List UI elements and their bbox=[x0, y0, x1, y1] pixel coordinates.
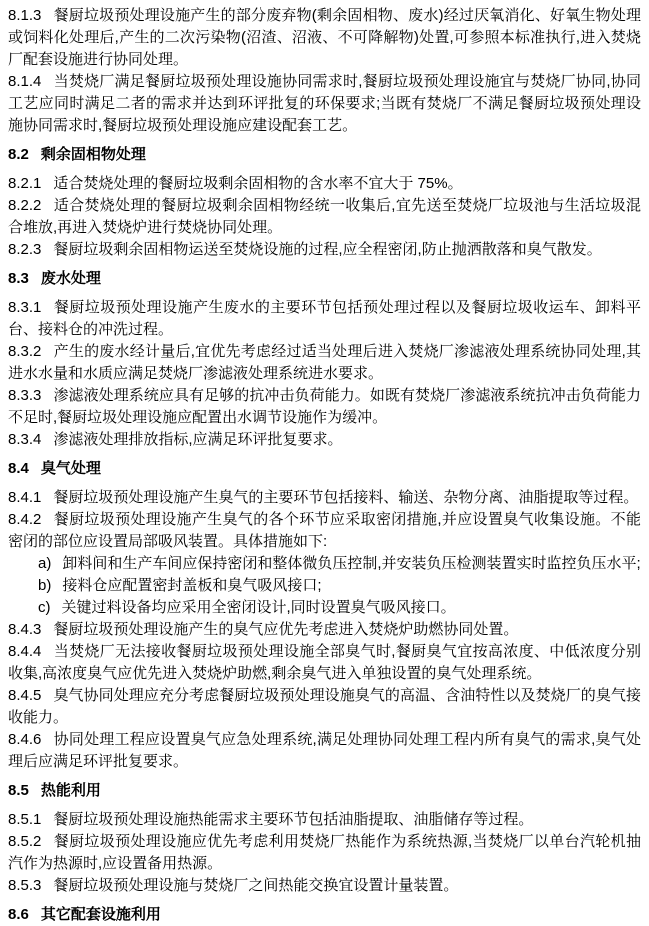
list-item-marker: b) bbox=[38, 577, 52, 594]
clause-number: 8.1.4 bbox=[8, 73, 42, 90]
clause-text: 餐厨垃圾预处理设施热能需求主要环节包括油脂提取、油脂储存等过程。 bbox=[53, 811, 534, 828]
section-heading bbox=[8, 904, 641, 926]
clause-number: 8.5.3 bbox=[8, 877, 42, 894]
clause-text: 臭气协同处理应充分考虑餐厨垃圾预处理设施臭气的高温、含油特性以及焚烧厂的臭气接收能力。 bbox=[8, 687, 641, 726]
list-item-marker: c) bbox=[38, 599, 51, 616]
clause-paragraph bbox=[8, 173, 641, 195]
clause-paragraph bbox=[8, 195, 641, 239]
clause-number: 8.3.2 bbox=[8, 343, 42, 360]
section-number: 8.5 bbox=[8, 782, 29, 799]
clause-text: 餐厨垃圾预处理设施产生的部分废弃物(剩余固相物、废水)经过厌氧消化、好氧生物处理或饲料化处理后,产生的二次污染物(沼渣、沼液、不可降解物)处置,可参照本标准执行,进入焚烧厂配套设施进行协同处理。 bbox=[8, 7, 641, 68]
clause-text: 餐厨垃圾预处理设施产生臭气的各个环节应采取密闭措施,并应设置臭气收集设施。不能密闭的部位应设置局部吸风装置。具体措施如下: bbox=[8, 511, 641, 550]
clause-text: 当焚烧厂无法接收餐厨垃圾预处理设施全部臭气时,餐厨臭气宜按高浓度、中低浓度分别收集,高浓度臭气应优先进入焚烧炉助燃,剩余臭气进入单独设置的臭气处理系统。 bbox=[8, 643, 641, 682]
clause-number: 8.4.5 bbox=[8, 687, 42, 704]
clause-paragraph bbox=[8, 729, 641, 773]
clause-text: 产生的废水经计量后,宜优先考虑经过适当处理后进入焚烧厂渗滤液处理系统协同处理,其进水水量和水质应满足焚烧厂渗滤液处理系统进水要求。 bbox=[8, 343, 641, 382]
sub-list-item bbox=[8, 553, 641, 575]
clause-paragraph bbox=[8, 875, 641, 897]
clause-number: 8.1.3 bbox=[8, 7, 42, 24]
section-heading bbox=[8, 780, 641, 802]
clause-text: 渗滤液处理排放指标,应满足环评批复要求。 bbox=[53, 431, 343, 448]
clause-paragraph bbox=[8, 429, 641, 451]
clause-number: 8.2.3 bbox=[8, 241, 42, 258]
section-title: 热能利用 bbox=[40, 782, 101, 799]
section-title: 废水处理 bbox=[40, 270, 101, 287]
list-item-text: 接料仓应配置密封盖板和臭气吸风接口; bbox=[62, 577, 322, 594]
sub-list-item bbox=[8, 597, 641, 619]
document-body bbox=[8, 5, 641, 926]
clause-paragraph bbox=[8, 239, 641, 261]
section-heading bbox=[8, 144, 641, 166]
clause-number: 8.4.4 bbox=[8, 643, 42, 660]
clause-paragraph bbox=[8, 5, 641, 71]
section-heading bbox=[8, 268, 641, 290]
section-heading bbox=[8, 458, 641, 480]
clause-number: 8.4.1 bbox=[8, 489, 42, 506]
clause-number: 8.3.3 bbox=[8, 387, 42, 404]
clause-paragraph bbox=[8, 385, 641, 429]
clause-paragraph bbox=[8, 509, 641, 553]
clause-text: 协同处理工程应设置臭气应急处理系统,满足处理协同处理工程内所有臭气的需求,臭气处理后应满足环评批复要求。 bbox=[8, 731, 641, 770]
clause-paragraph bbox=[8, 831, 641, 875]
clause-number: 8.2.2 bbox=[8, 197, 42, 214]
section-title: 臭气处理 bbox=[40, 460, 101, 477]
clause-text: 适合焚烧处理的餐厨垃圾剩余固相物的含水率不宜大于 75%。 bbox=[53, 175, 463, 192]
clause-paragraph bbox=[8, 487, 641, 509]
clause-text: 餐厨垃圾预处理设施产生废水的主要环节包括预处理过程以及餐厨垃圾收运车、卸料平台、接料仓的冲洗过程。 bbox=[8, 299, 641, 338]
clause-number: 8.5.2 bbox=[8, 833, 42, 850]
list-item-text: 关键过料设备均应采用全密闭设计,同时设置臭气吸风接口。 bbox=[61, 599, 456, 616]
section-number: 8.6 bbox=[8, 906, 29, 923]
sub-list-item bbox=[8, 575, 641, 597]
section-title: 其它配套设施利用 bbox=[40, 906, 161, 923]
clause-number: 8.4.2 bbox=[8, 511, 42, 528]
clause-paragraph bbox=[8, 297, 641, 341]
clause-paragraph bbox=[8, 685, 641, 729]
section-number: 8.2 bbox=[8, 146, 29, 163]
clause-paragraph bbox=[8, 71, 641, 137]
clause-paragraph bbox=[8, 619, 641, 641]
clause-text: 餐厨垃圾预处理设施产生臭气的主要环节包括接料、输送、杂物分离、油脂提取等过程。 bbox=[53, 489, 639, 506]
clause-text: 餐厨垃圾预处理设施产生的臭气应优先考虑进入焚烧炉助燃协同处置。 bbox=[53, 621, 519, 638]
clause-number: 8.2.1 bbox=[8, 175, 42, 192]
clause-number: 8.4.3 bbox=[8, 621, 42, 638]
clause-text: 当焚烧厂满足餐厨垃圾预处理设施协同需求时,餐厨垃圾预处理设施宜与焚烧厂协同,协同工艺应同时满足二者的需求并达到环评批复的环保要求;当既有焚烧厂不满足餐厨垃圾预处理设施协同需求时,餐厨垃圾预处理设施应建设配套工艺。 bbox=[8, 73, 641, 134]
list-item-marker: a) bbox=[38, 555, 52, 572]
clause-number: 8.4.6 bbox=[8, 731, 42, 748]
clause-text: 渗滤液处理系统应具有足够的抗冲击负荷能力。如既有焚烧厂渗滤液系统抗冲击负荷能力不足时,餐厨垃圾处理设施应配置出水调节设施作为缓冲。 bbox=[8, 387, 641, 426]
list-item-text: 卸料间和生产车间应保持密闭和整体微负压控制,并安装负压检测装置实时监控负压水平; bbox=[62, 555, 641, 572]
clause-paragraph bbox=[8, 341, 641, 385]
clause-number: 8.3.1 bbox=[8, 299, 42, 316]
section-number: 8.4 bbox=[8, 460, 29, 477]
section-title: 剩余固相物处理 bbox=[40, 146, 146, 163]
section-number: 8.3 bbox=[8, 270, 29, 287]
clause-number: 8.3.4 bbox=[8, 431, 42, 448]
clause-number: 8.5.1 bbox=[8, 811, 42, 828]
clause-text: 餐厨垃圾预处理设施应优先考虑利用焚烧厂热能作为系统热源,当焚烧厂以单台汽轮机抽汽作为热源时,应设置备用热源。 bbox=[8, 833, 641, 872]
clause-paragraph bbox=[8, 641, 641, 685]
clause-text: 餐厨垃圾剩余固相物运送至焚烧设施的过程,应全程密闭,防止抛洒散落和臭气散发。 bbox=[53, 241, 602, 258]
clause-paragraph bbox=[8, 809, 641, 831]
clause-text: 适合焚烧处理的餐厨垃圾剩余固相物经统一收集后,宜先送至焚烧厂垃圾池与生活垃圾混合堆放,再进入焚烧炉进行焚烧协同处理。 bbox=[8, 197, 641, 236]
clause-text: 餐厨垃圾预处理设施与焚烧厂之间热能交换宜设置计量装置。 bbox=[53, 877, 459, 894]
